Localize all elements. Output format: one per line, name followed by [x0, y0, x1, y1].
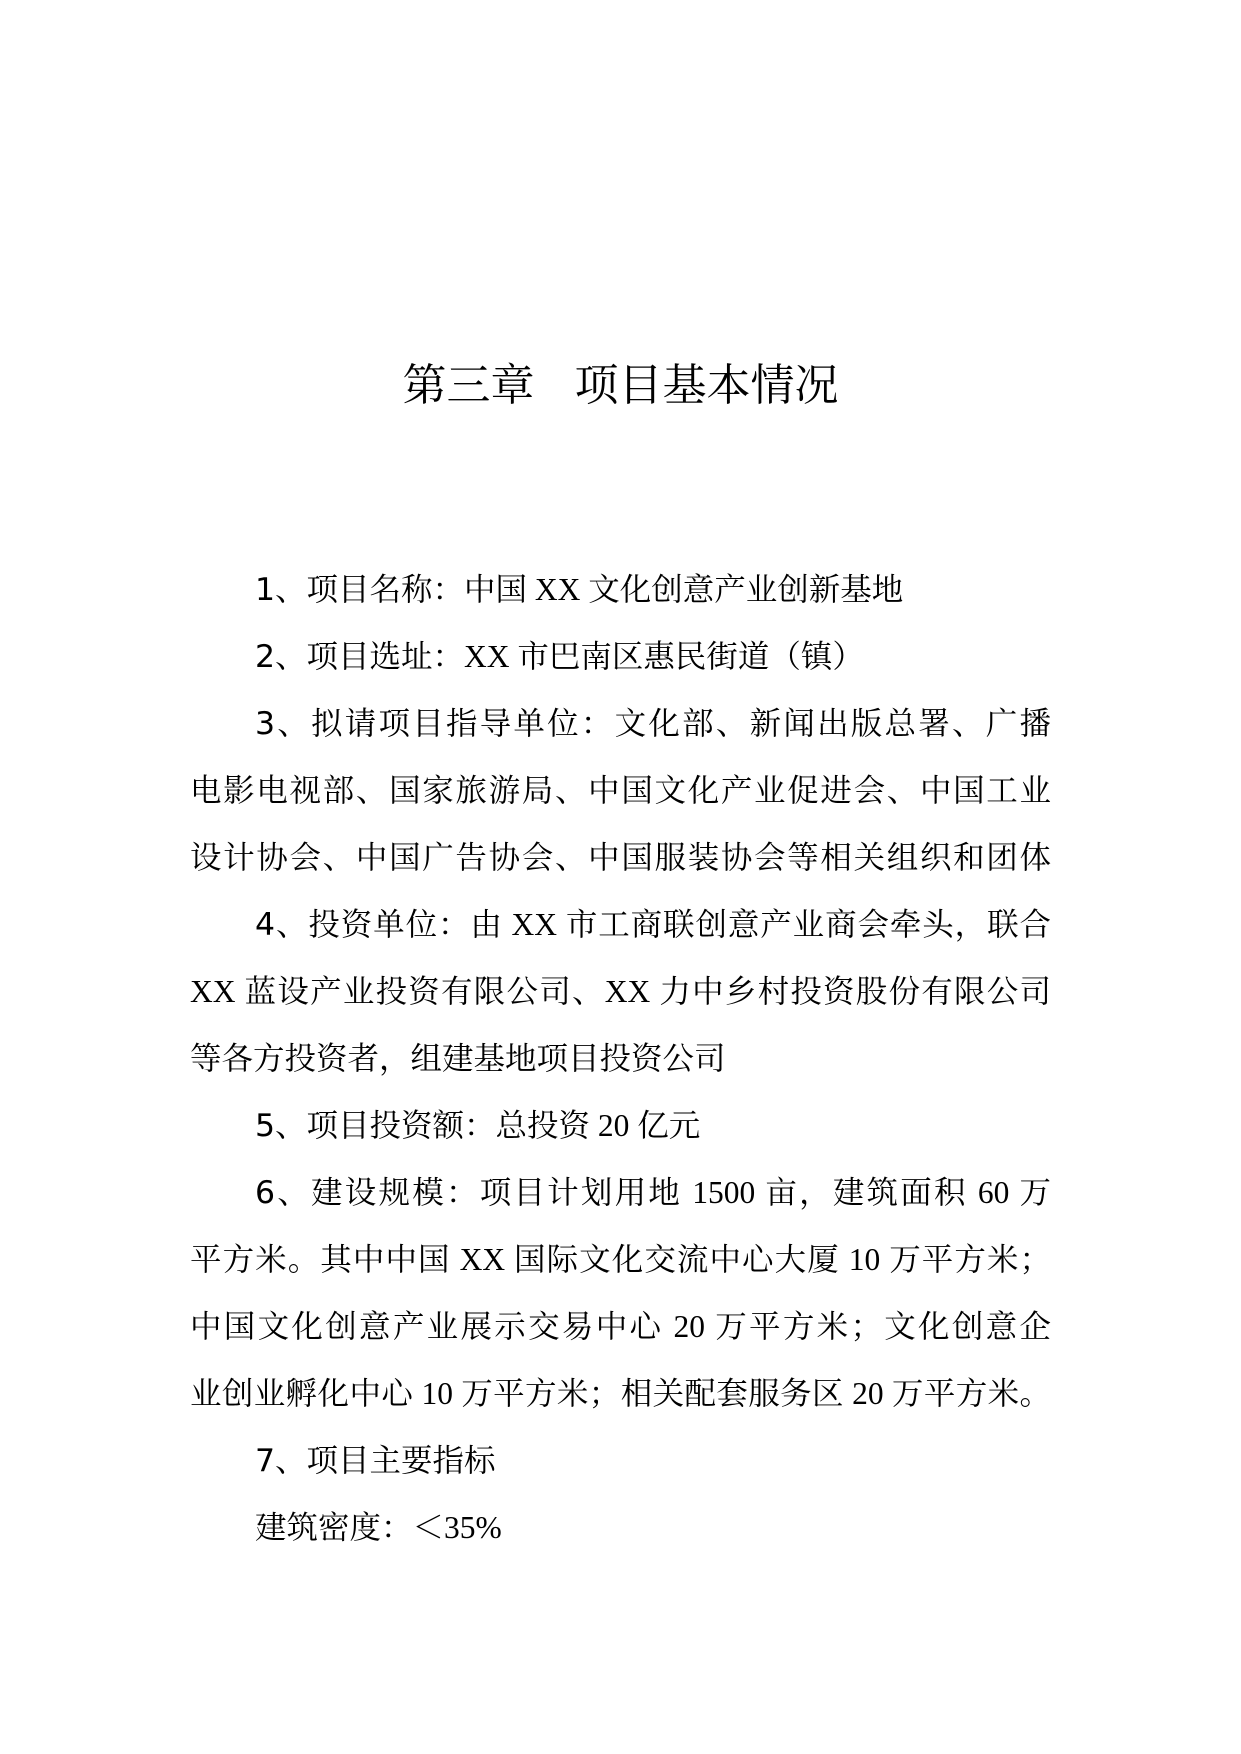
item-3-line-1 — [190, 690, 1051, 757]
chapter-heading — [0, 358, 1241, 414]
item-1-label: 1、项目名称： — [255, 572, 465, 608]
item-4-text-1: 由 XX 市工商联创意产业商会牵头，联合 — [470, 907, 1051, 942]
item-6-text-1: 项目计划用地 1500 亩，建筑面积 60 万 — [479, 1175, 1051, 1210]
document-body — [190, 556, 1051, 1561]
item-5-text: 总投资 20 亿元 — [495, 1108, 701, 1143]
item-4-line-2: XX 蓝设产业投资有限公司、XX 力中乡村投资股份有限公司 — [190, 974, 1051, 1009]
item-2-line-1 — [190, 623, 1051, 690]
item-2-text: XX 市巴南区惠民街道（镇） — [464, 639, 864, 674]
item-6-label: 6、建设规模： — [255, 1175, 480, 1211]
item-5-line-1 — [190, 1092, 1051, 1159]
item-3-line-2: 电影电视部、国家旅游局、中国文化产业促进会、中国工业 — [190, 773, 1051, 808]
item-6-line-1 — [190, 1159, 1051, 1226]
item-4-label: 4、投资单位： — [255, 907, 471, 943]
item-7-line-1 — [190, 1427, 1051, 1494]
item-6-line-2: 平方米。其中中国 XX 国际文化交流中心大厦 10 万平方米； — [190, 1242, 1051, 1277]
item-1-text: 中国 XX 文化创意产业创新基地 — [464, 572, 904, 607]
item-7-label: 7、项目主要指标 — [255, 1443, 496, 1479]
item-6-line-4: 业创业孵化中心 10 万平方米；相关配套服务区 20 万平方米。 — [190, 1376, 1051, 1411]
item-3-line-3: 设计协会、中国广告协会、中国服装协会等相关组织和团体 — [190, 840, 1051, 875]
item-4-line-3: 等各方投资者，组建基地项目投资公司 — [190, 1041, 726, 1076]
item-3-text-1: 文化部、新闻出版总署、广播 — [614, 706, 1051, 741]
chapter-title: 项目基本情况 — [574, 360, 839, 411]
item-1-line-1 — [190, 556, 1051, 623]
item-4-line-1 — [190, 891, 1051, 958]
item-3-label: 3、拟请项目指导单位： — [255, 706, 615, 742]
item-2-label: 2、项目选址： — [255, 639, 465, 675]
item-5-label: 5、项目投资额： — [255, 1108, 496, 1144]
chapter-number: 第三章 — [402, 360, 535, 411]
item-6-line-3: 中国文化创意产业展示交易中心 20 万平方米；文化创意企 — [190, 1309, 1051, 1344]
indicator-building-density: 建筑密度：＜35% — [255, 1510, 502, 1545]
